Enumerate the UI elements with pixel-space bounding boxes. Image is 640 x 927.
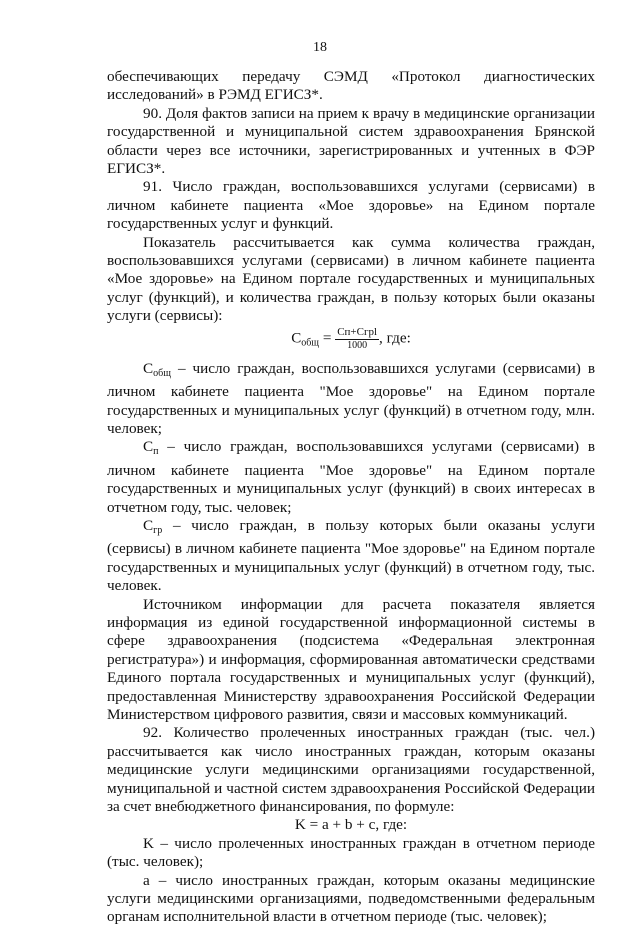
formula-lhs-symbol: C (291, 330, 302, 347)
paragraph-continuation: обеспечивающих передачу СЭМД «Протокол диагностических исследований» в РЭМД ЕГИСЗ*. (107, 68, 595, 104)
paragraph-calculation-description: Показатель рассчитывается как сумма количества граждан, воспользовавшихся услугами (сервисами) в личном кабинете пациента «Мое здоровье» на Едином портале государственных и муниципальных услуг (функций), и количества граждан, в пользу которых были оказаны услуги (сервисы): (107, 233, 595, 325)
definition-k: K – число пролеченных иностранных граждан в отчетном периоде (тыс. человек); (107, 834, 595, 871)
formula-equals: = (322, 329, 332, 347)
formula-suffix: , где: (379, 329, 411, 347)
formula-lhs-subscript: общ (301, 337, 320, 349)
paragraph-item-92: 92. Количество пролеченных иностранных граждан (тыс. чел.) рассчитывается как число иностранных граждан, которым оказаны медицинские услуги медицинскими организациями государственной, муниципальной и частной систем здравоохранения Российской Федерации за счет внебюджетного финансирования, по формуле: (107, 724, 595, 816)
paragraph-item-91: 91. Число граждан, воспользовавшихся услугами (сервисами) в личном кабинете пациента «Мое здоровье» на Едином портале государственных услуг и функций. (107, 178, 595, 233)
definition-subscript: п (153, 446, 159, 458)
formula-k: K = a + b + c, где: (294, 816, 408, 834)
definition-c-p (107, 438, 595, 517)
paragraph-item-90: 90. Доля фактов записи на прием к врачу в медицинские организации государственной и муниципальной систем здравоохранения Брянской области через все источники, зарегистрированных и учтенных в ФЭР ЕГИСЗ*. (107, 104, 595, 178)
formula-denominator: 1000 (347, 339, 368, 351)
formula-c-total (107, 326, 595, 360)
definition-text: – число граждан, воспользовавшихся услугами (сервисами) в личном кабинете пациента "Мое здоровье" на Едином портале государственных и муниципальных услуг (функций) в отчетном году, млн. человек; (107, 359, 596, 437)
definition-symbol: C (143, 359, 154, 377)
definition-text: – число граждан, воспользовавшихся услугами (сервисами) в личном кабинете пациента "Мое здоровье" на Едином портале государственных и муниципальных услуг (функций) в своих интересах в отчетном году, тыс. человек; (107, 438, 596, 516)
formula-numerator: Cп+Cгрl (337, 325, 378, 338)
document-body (107, 68, 595, 927)
definition-text: – число граждан, в пользу которых были оказаны услуги (сервисы) в личном кабинете пациента "Мое здоровье" на Едином портале государственных и муниципальных услуг (функций) в отчетном году, тыс. человек. (107, 516, 596, 595)
formula-fraction (335, 326, 379, 352)
definition-subscript: гр (153, 524, 163, 536)
paragraph-information-source: Источником информации для расчета показателя является информация из единой государственной информационной системы в сфере здравоохранения (подсистема «Федеральная электронная регистратура») и информация, сформированная автоматически средствами Единого портала государственных и муниципальных услуг (функций), предоставленная Министерству здравоохранения Российской Федерации Министерством цифрового развития, связи и массовых коммуникаций. (107, 595, 595, 723)
definition-subscript: общ (153, 367, 171, 379)
definition-symbol: C (143, 516, 154, 534)
definition-symbol: C (143, 438, 154, 456)
definition-a: a – число иностранных граждан, которым оказаны медицинские услуги медицинскими организациями, подведомственными федеральным органам исполнительной власти в отчетном периоде (тыс. человек); (107, 871, 595, 926)
definition-c-total (107, 360, 595, 439)
page-number: 18 (313, 40, 327, 55)
definition-c-gr (107, 517, 595, 596)
